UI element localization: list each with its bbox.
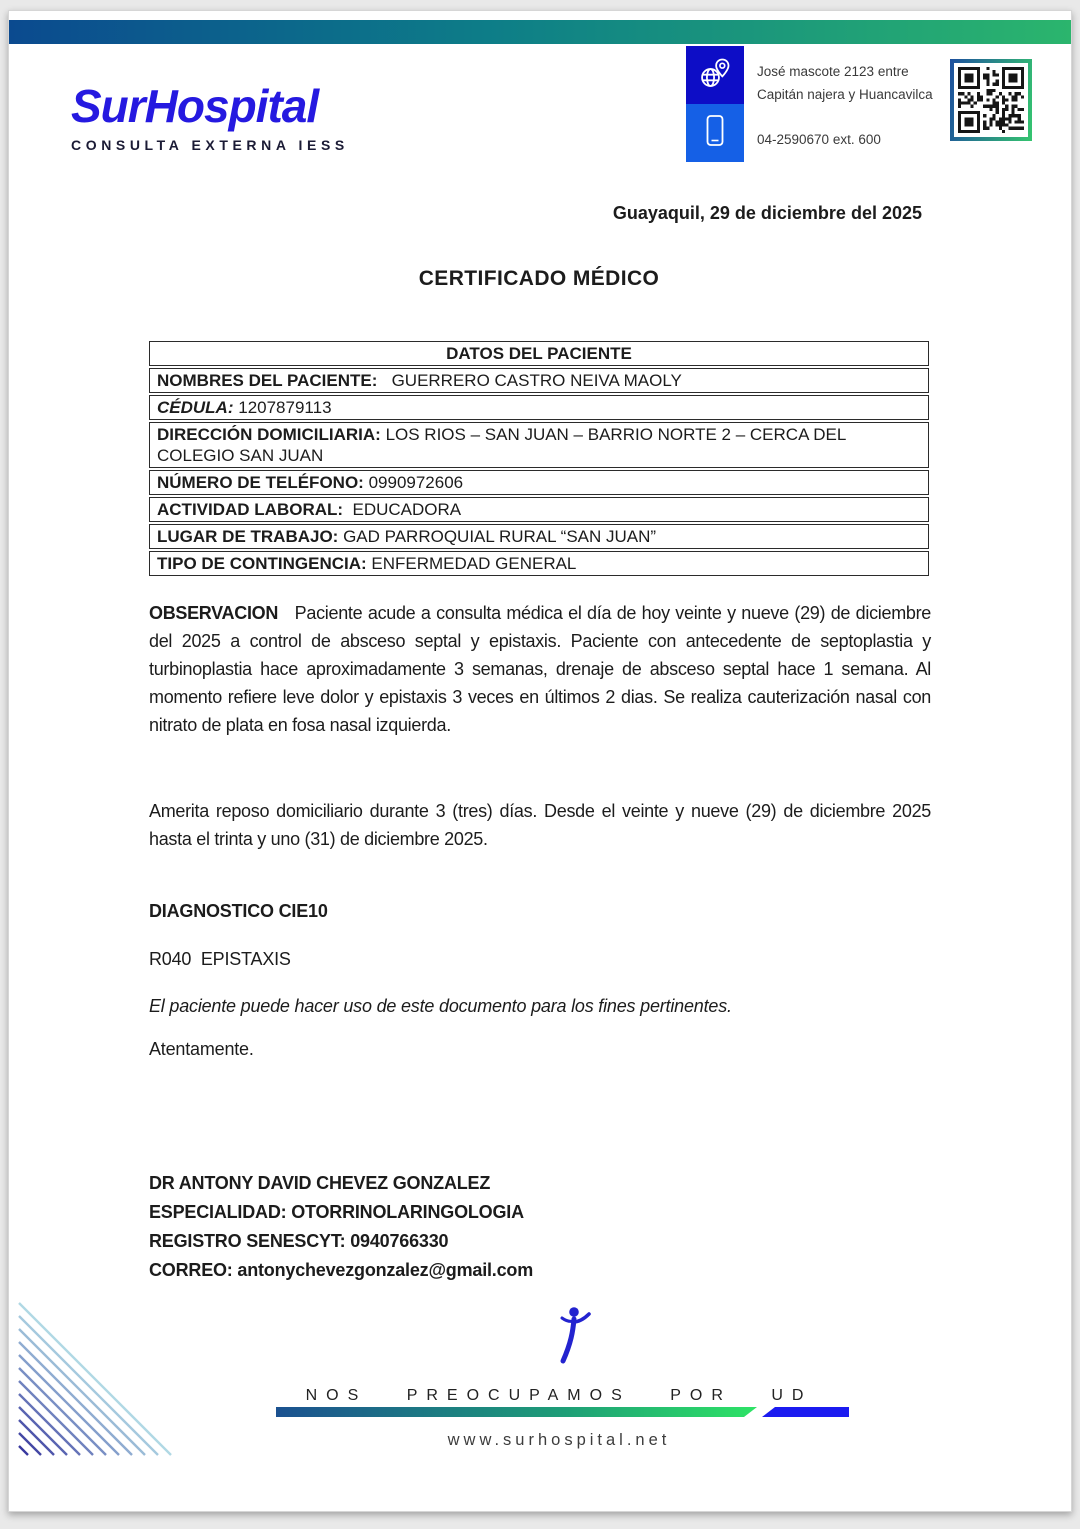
row-label: NOMBRES DEL PACIENTE: [157, 371, 378, 390]
footer-website: www.surhospital.net [447, 1431, 671, 1449]
observation-paragraph [149, 599, 931, 739]
diagnosis-title: DIAGNOSTICO CIE10 [149, 901, 328, 921]
phone-icon-box [686, 104, 744, 162]
closing-word: Atentamente. [149, 1039, 254, 1059]
table-header: DATOS DEL PACIENTE [149, 341, 929, 366]
footer-slogan: NOS PREOCUPAMOS POR UD [305, 1387, 813, 1404]
row-value: GUERRERO CASTRO NEIVA MAOLY [391, 371, 682, 390]
doctor-name: DR ANTONY DAVID CHEVEZ GONZALEZ [149, 1173, 491, 1193]
doctor-registry: REGISTRO SENESCYT: 0940766330 [149, 1231, 449, 1251]
row-value: GAD PARROQUIAL RURAL “SAN JUAN” [343, 527, 657, 546]
document-date: Guayaquil, 29 de diciembre del 2025 [612, 203, 922, 223]
location-icon-box [686, 46, 744, 104]
diagonal-lines-decoration [13, 1297, 213, 1467]
person-figure-icon [558, 1305, 594, 1369]
header-gradient-bar [9, 20, 1071, 44]
row-label: TIPO DE CONTINGENCIA: [157, 554, 367, 573]
signature-block [149, 1169, 931, 1285]
hospital-logo [71, 80, 349, 153]
row-value: 1207879113 [238, 398, 332, 417]
table-row [149, 395, 929, 420]
row-value: EDUCADORA [352, 500, 462, 519]
document-title: CERTIFICADO MÉDICO [418, 267, 660, 290]
table-row [149, 524, 929, 549]
table-row [149, 551, 929, 576]
row-label: DIRECCIÓN DOMICILIARIA: [157, 425, 381, 444]
usage-note: El paciente puede hacer uso de este documento para los fines pertinentes. [149, 996, 732, 1016]
address-line-2: Capitán najera y Huancavilca [757, 87, 933, 102]
table-row [149, 497, 929, 522]
row-label: LUGAR DE TRABAJO: [157, 527, 339, 546]
table-row [149, 368, 929, 393]
qr-code-svg [958, 67, 1024, 133]
table-row [149, 470, 929, 495]
diagnosis-entry: R040 EPISTAXIS [149, 949, 291, 969]
row-value: ENFERMEDAD GENERAL [371, 554, 577, 573]
observation-label: OBSERVACION [149, 603, 279, 623]
footer-gradient-bar [276, 1407, 757, 1417]
smartphone-icon [698, 113, 732, 154]
doctor-specialty: ESPECIALIDAD: OTORRINOLARINGOLOGIA [149, 1202, 524, 1222]
row-value: LOS RIOS – SAN JUAN – BARRIO NORTE 2 – CERCA DEL COLEGIO SAN JUAN [157, 425, 846, 465]
row-label: NÚMERO DE TELÉFONO: [157, 473, 364, 492]
certificate-page [8, 10, 1072, 1512]
phone-number: 04-2590670 ext. 600 [757, 132, 881, 147]
row-label: CÉDULA: [157, 398, 234, 417]
logo-subtitle: CONSULTA EXTERNA IESS [71, 137, 349, 153]
table-row [149, 422, 929, 468]
address-line-1: José mascote 2123 entre [757, 64, 909, 79]
contact-icon-column [686, 46, 744, 162]
footer-blue-bar [762, 1407, 849, 1417]
patient-data-table [149, 341, 929, 578]
logo-title: SurHospital [71, 80, 319, 132]
location-pin-globe-icon [697, 55, 733, 96]
rest-paragraph: Amerita reposo domiciliario durante 3 (tres) días. Desde el veinte y nueve (29) de diciembre 2025 hasta el trinta y uno (31) de diciembre 2025. [149, 801, 931, 849]
doctor-email: CORREO: antonychevezgonzalez@gmail.com [149, 1260, 534, 1280]
qr-code [950, 59, 1032, 141]
row-value: 0990972606 [368, 473, 464, 492]
row-label: ACTIVIDAD LABORAL: [157, 500, 344, 519]
observation-text: Paciente acude a consulta médica el día de hoy veinte y nueve (29) de diciembre del 2025 a control de absceso septal y epistaxis. Paciente con antecedente de septoplastia y turbinoplastia hace aproximadamente 3 semanas, drenaje de absceso septal hace 1 semana. Al momento refiere leve dolor y epistaxis 3 veces en últimos 2 dias. Se realiza cauterización nasal con nitrato de plata en fosa nasal izquierda. [149, 603, 932, 735]
